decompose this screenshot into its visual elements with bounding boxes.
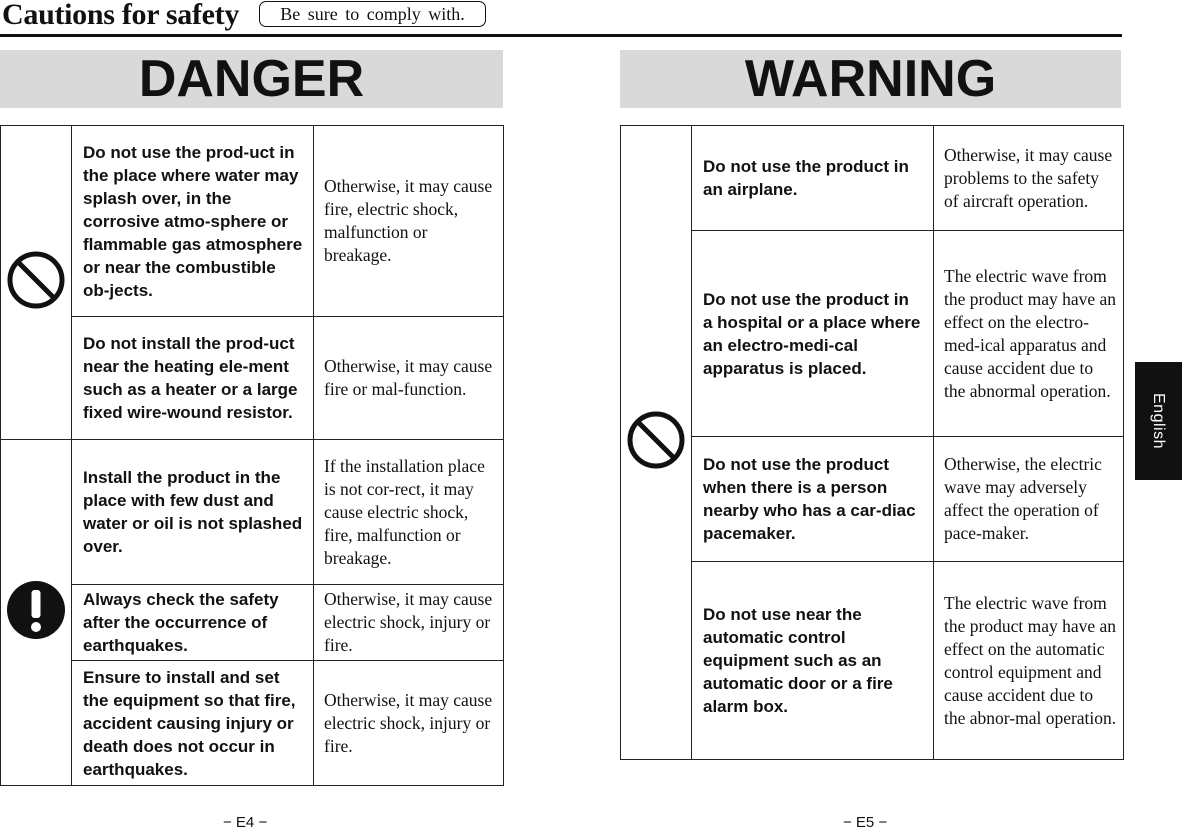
danger-consequence: Otherwise, it may cause fire, electric shock, malfunction or breakage. [314,126,504,317]
table-row [621,562,1124,760]
warning-consequence: Otherwise, the electric wave may adversely affect the operation of pace-maker. [934,437,1124,562]
danger-rule: Do not use the prod-uct in the place where water may splash over, in the corrosive atmo-sphere or flammable gas atmosphere or near the combustible ob-jects. [72,126,314,317]
warning-consequence: Otherwise, it may cause problems to the safety of aircraft operation. [934,126,1124,231]
mandatory-action-icon [6,580,66,640]
danger-consequence: Otherwise, it may cause fire or mal-function. [314,317,504,440]
mandatory-action-icon-cell [1,440,72,786]
danger-rule: Always check the safety after the occurrence of earthquakes. [72,585,314,661]
page-number-right: − E5 − [843,814,888,831]
danger-banner: DANGER [0,50,503,108]
language-tab [1135,362,1182,480]
danger-rule: Install the product in the place with few dust and water or oil is not splashed over. [72,440,314,585]
warning-rule: Do not use the product when there is a person nearby who has a car-diac pacemaker. [692,437,934,562]
page-number-left: − E4 − [223,814,268,831]
table-row [1,661,504,786]
prohibition-icon-cell [1,126,72,440]
warning-banner: WARNING [620,50,1121,108]
warning-consequence: The electric wave from the product may have an effect on the automatic control equipment and cause accident due to the abnor-mal operation. [934,562,1124,760]
table-row [1,585,504,661]
page-title: Cautions for safety [2,0,240,31]
table-row [621,126,1124,231]
danger-consequence: Otherwise, it may cause electric shock, injury or fire. [314,585,504,661]
prohibition-icon [626,410,686,470]
table-row [1,317,504,440]
danger-table [0,125,504,786]
warning-consequence: The electric wave from the product may have an effect on the electro-med-ical apparatus and cause accident due to the abnormal operation. [934,231,1124,437]
compliance-note-badge: Be sure to comply with. [259,1,486,27]
danger-consequence: If the installation place is not cor-rect, it may cause electric shock, fire, malfunction or breakage. [314,440,504,585]
table-row [621,437,1124,562]
table-row [1,440,504,585]
danger-consequence: Otherwise, it may cause electric shock, injury or fire. [314,661,504,786]
warning-table [620,125,1124,760]
prohibition-icon [6,250,66,310]
table-row [621,231,1124,437]
prohibition-icon-cell [621,126,692,760]
danger-rule: Do not install the prod-uct near the heating ele-ment such as a heater or a large fixed wire-wound resistor. [72,317,314,440]
header-divider [0,34,1122,37]
language-tab-label: English [1150,393,1167,449]
warning-rule: Do not use the product in an airplane. [692,126,934,231]
warning-rule: Do not use the product in a hospital or a place where an electro-medi-cal apparatus is placed. [692,231,934,437]
danger-rule: Ensure to install and set the equipment so that fire, accident causing injury or death does not occur in earthquakes. [72,661,314,786]
warning-rule: Do not use near the automatic control equipment such as an automatic door or a fire alarm box. [692,562,934,760]
table-row [1,126,504,317]
